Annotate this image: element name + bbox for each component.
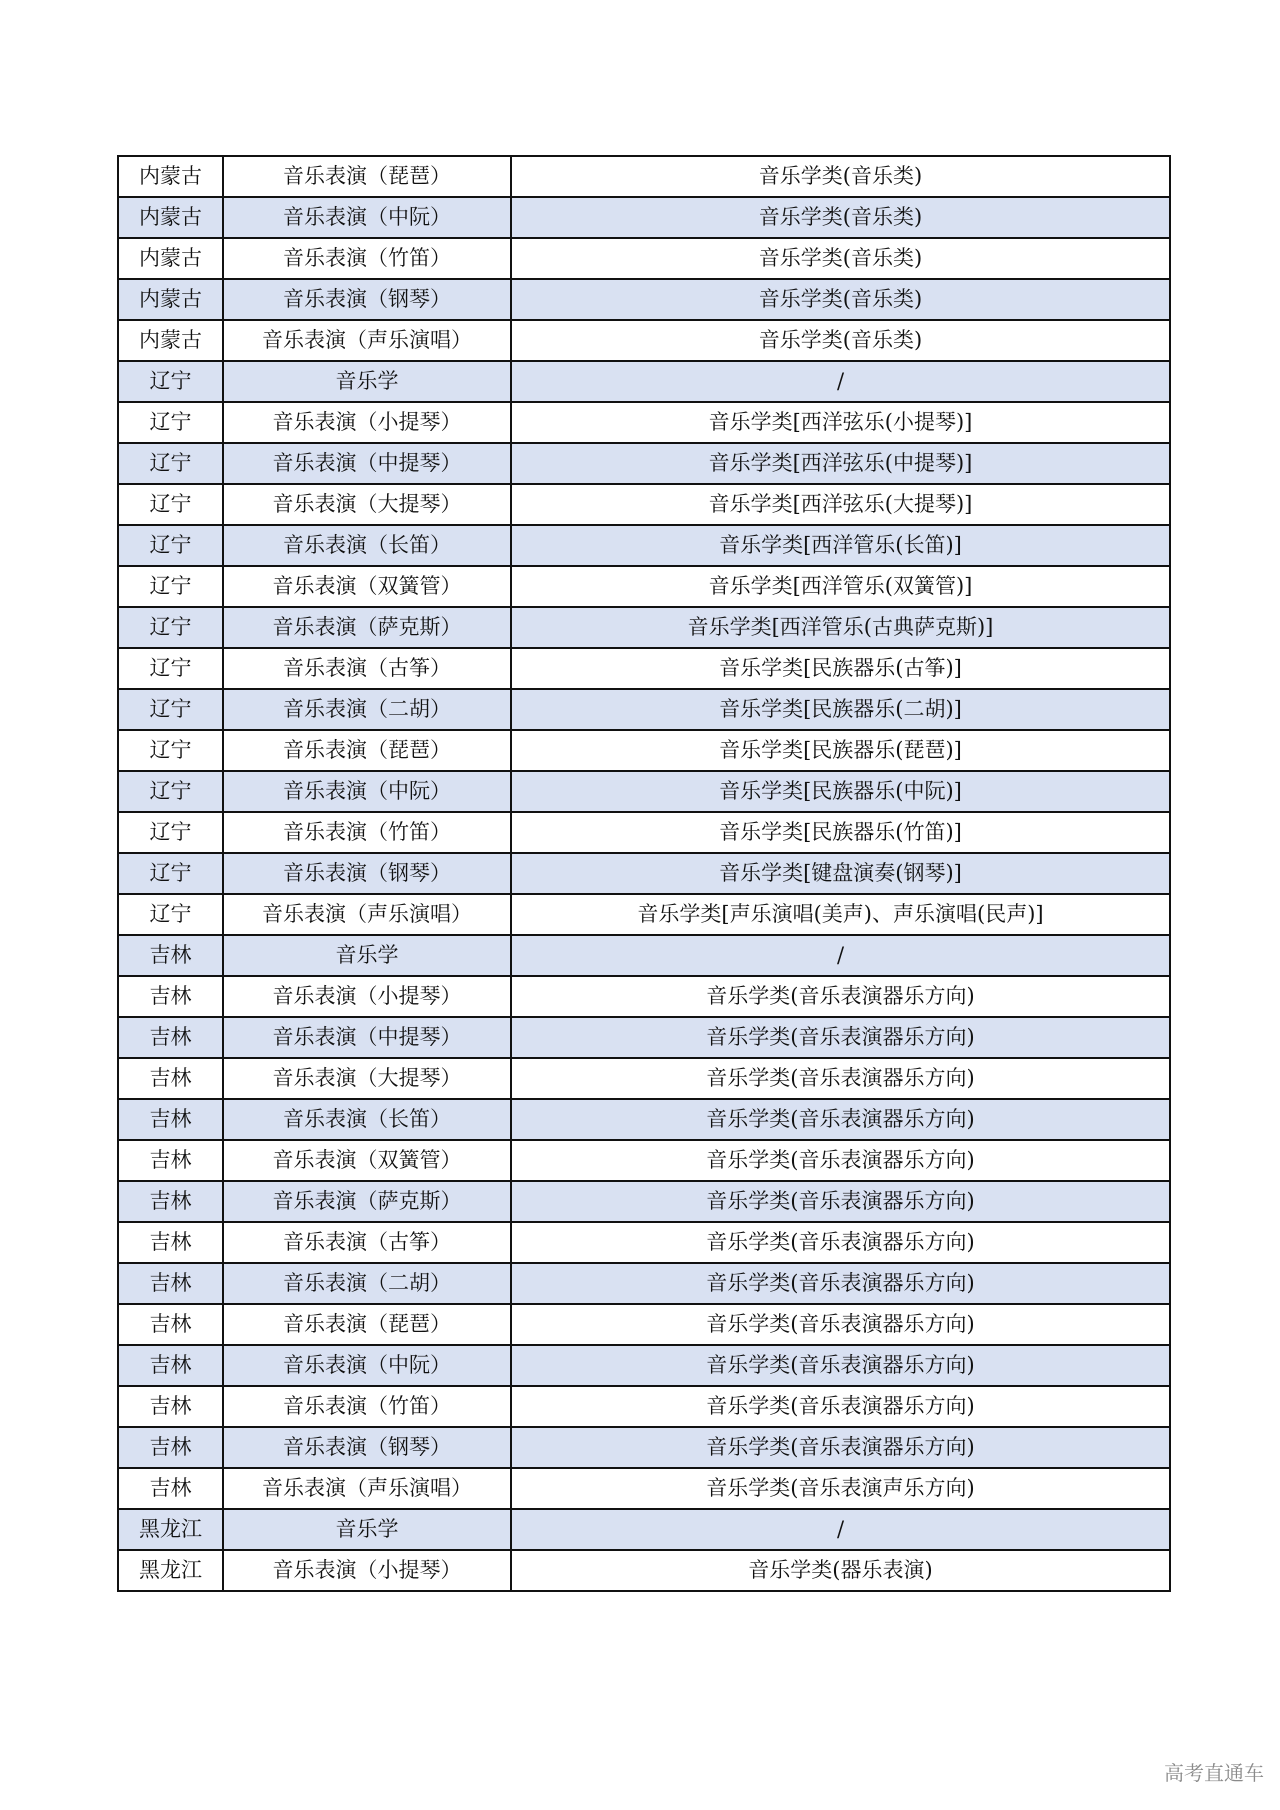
major-cell: 音乐表演（萨克斯） xyxy=(223,607,511,648)
province-cell: 辽宁 xyxy=(118,443,223,484)
province-cell: 辽宁 xyxy=(118,771,223,812)
province-cell: 辽宁 xyxy=(118,689,223,730)
category-cell: 音乐学类[民族器乐(竹笛)] xyxy=(511,812,1170,853)
table-row xyxy=(118,1427,1170,1468)
major-cell: 音乐表演（声乐演唱） xyxy=(223,894,511,935)
table-row xyxy=(118,607,1170,648)
category-cell: 音乐学类(音乐表演器乐方向) xyxy=(511,1427,1170,1468)
province-cell: 辽宁 xyxy=(118,812,223,853)
province-cell: 吉林 xyxy=(118,1181,223,1222)
category-cell: 音乐学类[声乐演唱(美声)、声乐演唱(民声)] xyxy=(511,894,1170,935)
table-row xyxy=(118,1058,1170,1099)
major-cell: 音乐表演（大提琴） xyxy=(223,1058,511,1099)
province-cell: 内蒙古 xyxy=(118,238,223,279)
category-cell: 音乐学类[键盘演奏(钢琴)] xyxy=(511,853,1170,894)
category-cell: 音乐学类[西洋管乐(古典萨克斯)] xyxy=(511,607,1170,648)
province-cell: 辽宁 xyxy=(118,525,223,566)
major-category-table xyxy=(117,155,1171,1592)
category-cell: 音乐学类(音乐类) xyxy=(511,238,1170,279)
major-cell: 音乐表演（长笛） xyxy=(223,1099,511,1140)
table-row xyxy=(118,1550,1170,1591)
table-row xyxy=(118,320,1170,361)
category-cell: / xyxy=(511,935,1170,976)
table-row xyxy=(118,1468,1170,1509)
province-cell: 吉林 xyxy=(118,935,223,976)
major-cell: 音乐表演（古筝） xyxy=(223,1222,511,1263)
table-row xyxy=(118,1263,1170,1304)
province-cell: 吉林 xyxy=(118,1345,223,1386)
table-row xyxy=(118,443,1170,484)
province-cell: 吉林 xyxy=(118,1263,223,1304)
province-cell: 内蒙古 xyxy=(118,279,223,320)
table-row xyxy=(118,1099,1170,1140)
table-row xyxy=(118,853,1170,894)
province-cell: 吉林 xyxy=(118,1058,223,1099)
table-row xyxy=(118,1304,1170,1345)
category-cell: 音乐学类(音乐表演声乐方向) xyxy=(511,1468,1170,1509)
major-cell: 音乐表演（中阮） xyxy=(223,1345,511,1386)
major-cell: 音乐表演（双簧管） xyxy=(223,566,511,607)
province-cell: 黑龙江 xyxy=(118,1509,223,1550)
major-cell: 音乐表演（长笛） xyxy=(223,525,511,566)
category-cell: 音乐学类(器乐表演) xyxy=(511,1550,1170,1591)
table-row xyxy=(118,812,1170,853)
province-cell: 辽宁 xyxy=(118,648,223,689)
major-cell: 音乐学 xyxy=(223,361,511,402)
category-cell: 音乐学类[西洋管乐(双簧管)] xyxy=(511,566,1170,607)
major-cell: 音乐表演（竹笛） xyxy=(223,238,511,279)
category-cell: 音乐学类(音乐类) xyxy=(511,156,1170,197)
category-cell: 音乐学类(音乐表演器乐方向) xyxy=(511,1263,1170,1304)
table-row xyxy=(118,648,1170,689)
major-cell: 音乐表演（声乐演唱） xyxy=(223,320,511,361)
category-cell: / xyxy=(511,1509,1170,1550)
category-cell: 音乐学类[民族器乐(二胡)] xyxy=(511,689,1170,730)
table-row xyxy=(118,238,1170,279)
category-cell: 音乐学类(音乐表演器乐方向) xyxy=(511,1222,1170,1263)
major-cell: 音乐表演（中阮） xyxy=(223,197,511,238)
province-cell: 内蒙古 xyxy=(118,320,223,361)
category-cell: 音乐学类(音乐表演器乐方向) xyxy=(511,1017,1170,1058)
table-row xyxy=(118,1181,1170,1222)
major-cell: 音乐表演（古筝） xyxy=(223,648,511,689)
category-cell: 音乐学类(音乐表演器乐方向) xyxy=(511,1181,1170,1222)
category-cell: 音乐学类[西洋弦乐(小提琴)] xyxy=(511,402,1170,443)
province-cell: 辽宁 xyxy=(118,402,223,443)
major-cell: 音乐表演（萨克斯） xyxy=(223,1181,511,1222)
major-cell: 音乐表演（声乐演唱） xyxy=(223,1468,511,1509)
table-row xyxy=(118,484,1170,525)
category-cell: 音乐学类(音乐表演器乐方向) xyxy=(511,1386,1170,1427)
province-cell: 吉林 xyxy=(118,1427,223,1468)
category-cell: 音乐学类[民族器乐(中阮)] xyxy=(511,771,1170,812)
table-row xyxy=(118,1222,1170,1263)
major-cell: 音乐表演（琵琶） xyxy=(223,1304,511,1345)
major-cell: 音乐表演（小提琴） xyxy=(223,402,511,443)
major-cell: 音乐表演（中阮） xyxy=(223,771,511,812)
category-cell: 音乐学类(音乐类) xyxy=(511,279,1170,320)
category-cell: 音乐学类(音乐类) xyxy=(511,320,1170,361)
category-cell: 音乐学类[民族器乐(琵琶)] xyxy=(511,730,1170,771)
table-row xyxy=(118,1509,1170,1550)
table-row xyxy=(118,935,1170,976)
watermark-text: 高考直通车 xyxy=(1164,1761,1264,1785)
category-cell: 音乐学类(音乐表演器乐方向) xyxy=(511,1099,1170,1140)
major-cell: 音乐表演（竹笛） xyxy=(223,812,511,853)
province-cell: 吉林 xyxy=(118,1017,223,1058)
major-cell: 音乐表演（二胡） xyxy=(223,1263,511,1304)
table-row xyxy=(118,279,1170,320)
table-row xyxy=(118,689,1170,730)
province-cell: 辽宁 xyxy=(118,730,223,771)
province-cell: 吉林 xyxy=(118,1099,223,1140)
major-cell: 音乐表演（琵琶） xyxy=(223,730,511,771)
table-body xyxy=(118,156,1170,1591)
category-cell: 音乐学类[西洋管乐(长笛)] xyxy=(511,525,1170,566)
table-row xyxy=(118,1345,1170,1386)
major-cell: 音乐表演（中提琴） xyxy=(223,443,511,484)
major-cell: 音乐表演（钢琴） xyxy=(223,1427,511,1468)
category-cell: 音乐学类[西洋弦乐(大提琴)] xyxy=(511,484,1170,525)
category-cell: 音乐学类(音乐类) xyxy=(511,197,1170,238)
major-cell: 音乐表演（琵琶） xyxy=(223,156,511,197)
table-row xyxy=(118,976,1170,1017)
table-row xyxy=(118,525,1170,566)
province-cell: 内蒙古 xyxy=(118,197,223,238)
province-cell: 吉林 xyxy=(118,1140,223,1181)
table-row xyxy=(118,1386,1170,1427)
category-cell: 音乐学类[民族器乐(古筝)] xyxy=(511,648,1170,689)
major-cell: 音乐表演（竹笛） xyxy=(223,1386,511,1427)
category-cell: 音乐学类[西洋弦乐(中提琴)] xyxy=(511,443,1170,484)
province-cell: 辽宁 xyxy=(118,853,223,894)
table-row xyxy=(118,156,1170,197)
category-cell: 音乐学类(音乐表演器乐方向) xyxy=(511,1058,1170,1099)
table-row xyxy=(118,771,1170,812)
major-cell: 音乐表演（中提琴） xyxy=(223,1017,511,1058)
province-cell: 吉林 xyxy=(118,1222,223,1263)
category-cell: 音乐学类(音乐表演器乐方向) xyxy=(511,976,1170,1017)
province-cell: 吉林 xyxy=(118,1386,223,1427)
table-row xyxy=(118,566,1170,607)
major-cell: 音乐表演（小提琴） xyxy=(223,1550,511,1591)
major-cell: 音乐表演（二胡） xyxy=(223,689,511,730)
table-row xyxy=(118,1140,1170,1181)
province-cell: 辽宁 xyxy=(118,607,223,648)
major-cell: 音乐学 xyxy=(223,1509,511,1550)
table-row xyxy=(118,894,1170,935)
province-cell: 辽宁 xyxy=(118,484,223,525)
category-cell: 音乐学类(音乐表演器乐方向) xyxy=(511,1345,1170,1386)
major-cell: 音乐表演（大提琴） xyxy=(223,484,511,525)
major-cell: 音乐表演（钢琴） xyxy=(223,279,511,320)
province-cell: 吉林 xyxy=(118,1468,223,1509)
province-cell: 黑龙江 xyxy=(118,1550,223,1591)
table-row xyxy=(118,402,1170,443)
major-cell: 音乐表演（小提琴） xyxy=(223,976,511,1017)
province-cell: 辽宁 xyxy=(118,361,223,402)
table-row xyxy=(118,361,1170,402)
province-cell: 吉林 xyxy=(118,976,223,1017)
major-cell: 音乐表演（钢琴） xyxy=(223,853,511,894)
table-row xyxy=(118,730,1170,771)
table-row xyxy=(118,197,1170,238)
category-cell: / xyxy=(511,361,1170,402)
table-row xyxy=(118,1017,1170,1058)
province-cell: 吉林 xyxy=(118,1304,223,1345)
category-cell: 音乐学类(音乐表演器乐方向) xyxy=(511,1304,1170,1345)
major-cell: 音乐学 xyxy=(223,935,511,976)
province-cell: 辽宁 xyxy=(118,894,223,935)
province-cell: 辽宁 xyxy=(118,566,223,607)
category-cell: 音乐学类(音乐表演器乐方向) xyxy=(511,1140,1170,1181)
major-cell: 音乐表演（双簧管） xyxy=(223,1140,511,1181)
province-cell: 内蒙古 xyxy=(118,156,223,197)
